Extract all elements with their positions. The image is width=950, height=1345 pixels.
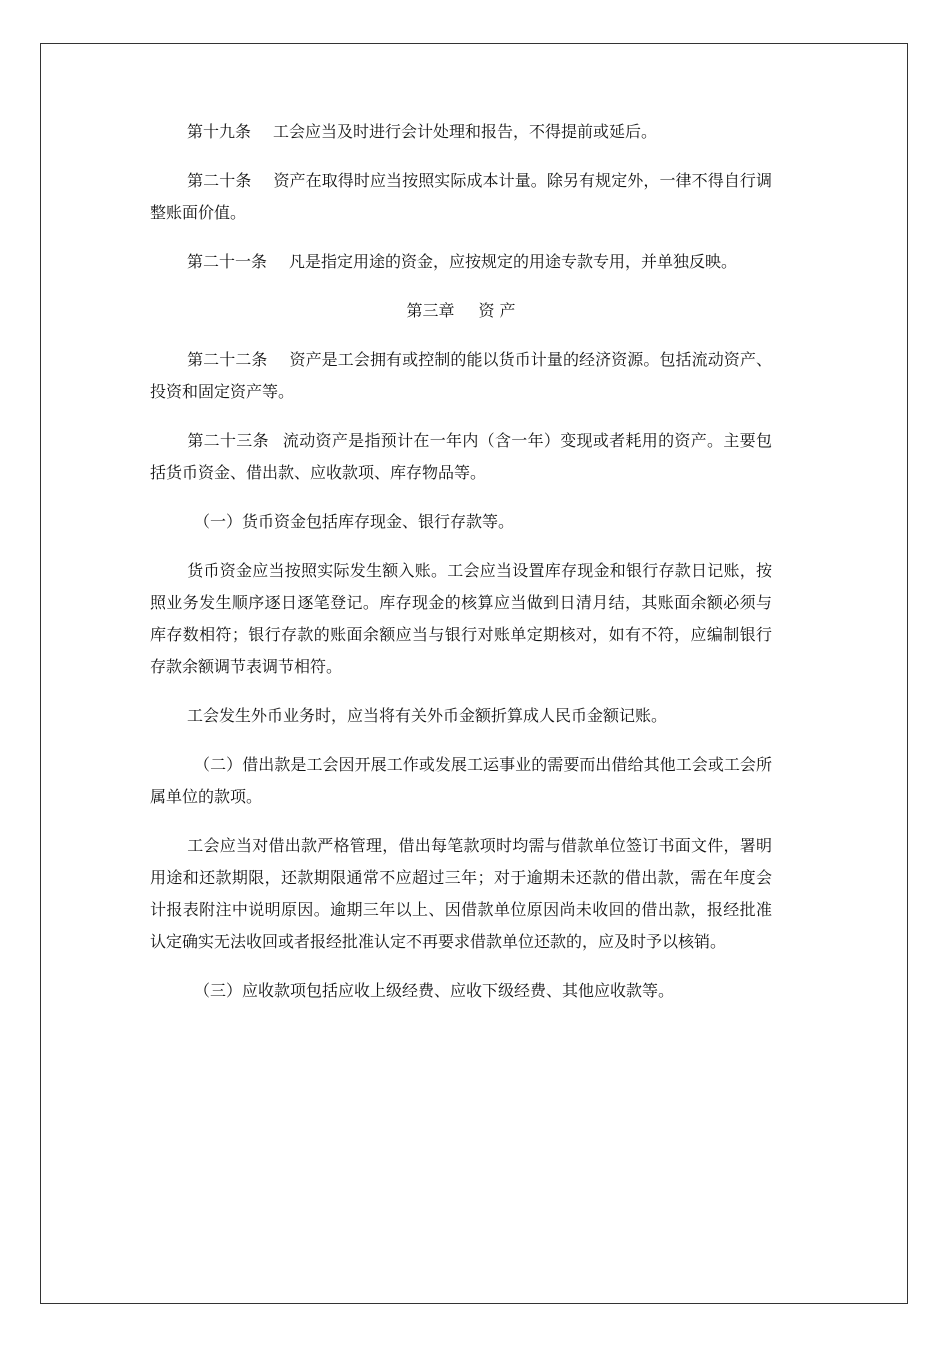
article-19 bbox=[150, 116, 772, 148]
item-3: （三）应收款项包括应收上级经费、应收下级经费、其他应收款等。 bbox=[194, 981, 675, 1000]
article-number: 第十九条 bbox=[187, 122, 252, 141]
paragraph-loans bbox=[150, 830, 772, 958]
article-22 bbox=[150, 344, 772, 408]
article-23 bbox=[150, 425, 772, 489]
paragraph-text: 工会发生外币业务时，应当将有关外币金额折算成人民币金额记账。 bbox=[187, 706, 668, 725]
article-21 bbox=[150, 246, 772, 278]
article-text: 资产是工会拥有或控制的能以货币计量的经济资源。包括流动资产、投资和固定资产等。 bbox=[150, 350, 772, 401]
article-text: 资产在取得时应当按照实际成本计量。除另有规定外，一律不得自行调整账面价值。 bbox=[150, 171, 772, 222]
document-body bbox=[150, 116, 772, 1024]
paragraph-cash bbox=[150, 555, 772, 683]
item-2 bbox=[150, 749, 772, 813]
paragraph-text: 工会应当对借出款严格管理，借出每笔款项时均需与借款单位签订书面文件，署明用途和还款期限，还款期限通常不应超过三年；对于逾期未还款的借出款，需在年度会计报表附注中说明原因。逾期三年以上、因借款单位原因尚未收回的借出款，报经批准认定确实无法收回或者报经批准认定不再要求借款单位还款的，应及时予以核销。 bbox=[150, 836, 772, 951]
paragraph-foreign-currency bbox=[150, 700, 772, 732]
article-number: 第二十三条 bbox=[187, 431, 269, 450]
chapter-heading bbox=[150, 295, 772, 327]
chapter-title: 资 产 bbox=[478, 301, 516, 320]
article-number: 第二十二条 bbox=[187, 350, 268, 369]
article-text: 工会应当及时进行会计处理和报告，不得提前或延后。 bbox=[273, 122, 658, 141]
item-text: （二）借出款是工会因开展工作或发展工运事业的需要而出借给其他工会或工会所属单位的款项。 bbox=[150, 755, 772, 806]
paragraph-text: 货币资金应当按照实际发生额入账。工会应当设置库存现金和银行存款日记账，按照业务发生顺序逐日逐笔登记。库存现金的核算应当做到日清月结，其账面余额必须与库存数相符；银行存款的账面余额应当与银行对账单定期核对，如有不符，应编制银行存款余额调节表调节相符。 bbox=[150, 561, 772, 676]
article-20 bbox=[150, 165, 772, 229]
article-text: 流动资产是指预计在一年内（含一年）变现或者耗用的资产。主要包括货币资金、借出款、应收款项、库存物品等。 bbox=[150, 431, 772, 482]
article-number: 第二十条 bbox=[187, 171, 252, 190]
article-text: 凡是指定用途的资金，应按规定的用途专款专用，并单独反映。 bbox=[289, 252, 738, 271]
article-number: 第二十一条 bbox=[187, 252, 268, 271]
chapter-number: 第三章 bbox=[406, 301, 455, 320]
item-1: （一）货币资金包括库存现金、银行存款等。 bbox=[194, 512, 515, 531]
